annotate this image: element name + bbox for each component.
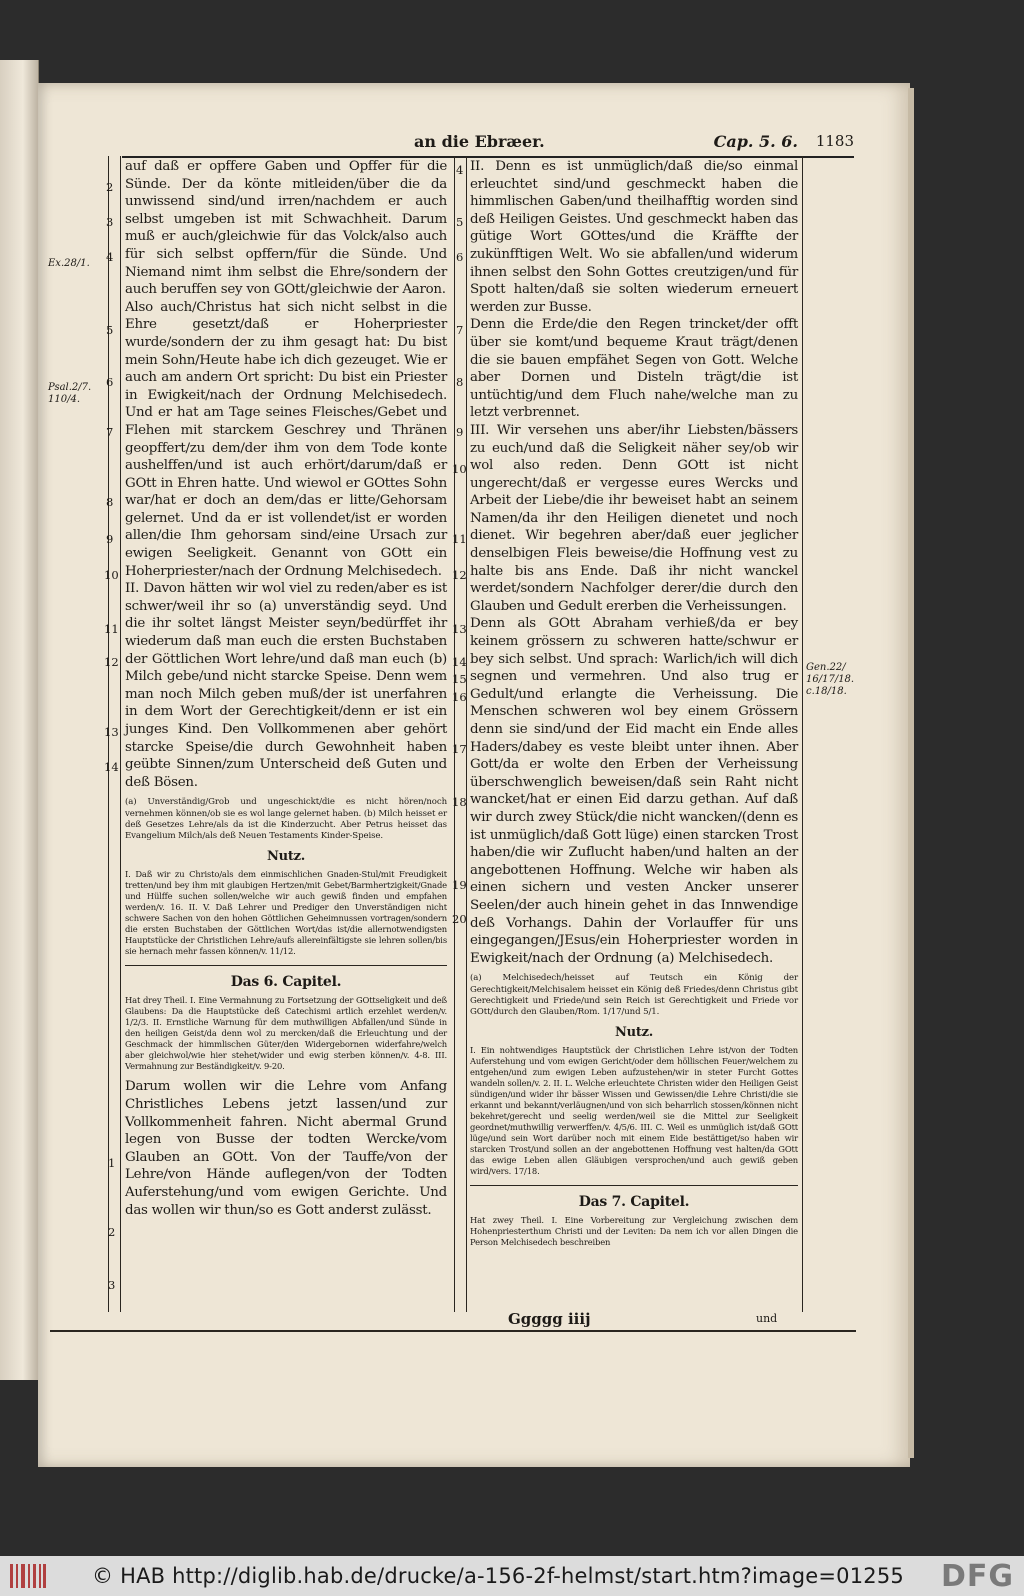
margin-ref-right-1: Gen.22/ 16/17/18. c.18/18. — [806, 662, 855, 697]
margin-ref-left-2: Psal.2/7. 110/4. — [48, 382, 92, 405]
verse-number: 5 — [456, 215, 464, 229]
chapter-reference: Cap. 5. 6. — [713, 132, 798, 151]
printer-signature: Ggggg iiij — [508, 1310, 591, 1328]
verse-number: 10 — [104, 568, 119, 582]
commentary-box — [125, 797, 447, 965]
footer-bar — [0, 1556, 1024, 1596]
verse-number: 3 — [106, 215, 114, 229]
scripture-text: Also auch/Christus hat sich nicht selbst in die Ehre gesetzt/daß er Hoherpriester wurde/sondern der zu ihm gesagt hat: Du bist mein Sohn/Heute habe ich dich gezeuget. Wie er auch am andern Ort spricht: Du bist ein Priester in Ewigkeit/nach der Ordnung Melchisedech. Und er hat am Tage seines Fleisches/Gebet und Flehen mit starckem Geschrey und Thränen geopffert/zu dem/der ihm von dem Tode konte aushelffen/und ist auch erhört/darum/daß er GOtt in Ehren hatte. Und wiewol er GOttes Sohn war/hat er doch an dem/das er litte/Gehorsam gelernet. Und da er ist vollendet/ist er worden allen/die Ihm gehorsam sind/eine Ursach zur ewigen Seeligkeit. Genannt von GOtt ein Hoherpriester/nach der Ordnung Melchisedech. — [125, 299, 447, 579]
verse-number: 2 — [106, 180, 114, 194]
verse-number: 6 — [456, 250, 464, 264]
verse-number: 8 — [456, 375, 464, 389]
commentary-box — [470, 973, 798, 1185]
running-head: an die Ebræer. — [414, 132, 545, 151]
left-page-edge — [0, 60, 39, 1380]
verse-number: 15 — [452, 672, 467, 686]
verse-number: 1 — [108, 1156, 116, 1170]
catchword: und — [756, 1312, 778, 1325]
scripture-text: auf daß er opffere Gaben und Opffer für die Sünde. Der da könte mitleiden/über die da unwissend sind/und irren/nachdem er auch selbst umgeben ist mit Schwachheit. Darum muß er auch/gleichwie für das Volck/also auch für sich selbst opffern/für die Sünde. Und Niemand nimt ihm selbst die Ehre/sondern der auch beruffen sey von GOtt/gleichwie der Aaron. — [125, 159, 447, 298]
verse-number: 12 — [104, 655, 119, 669]
verse-number: 2 — [108, 1225, 116, 1239]
scripture-text: II. Denn es ist unmüglich/daß die/so einmal erleuchtet sind/und geschmeckt haben die himmlischen Gaben/und theilhafftig worden sind deß Heiligen Geistes. Und geschmeckt haben das gütige Wort GOttes/und die Kräffte der zukünfftigen Welt. Wo sie abfallen/und widerum ihnen selbst den Sohn Gottes creutzigen/und für Spott halten/daß sie solten wiederum erneuert werden zur Busse. — [470, 159, 798, 315]
nutz-text: I. Ein nohtwendiges Hauptstück der Christlichen Lehre ist/von der Todten Auferstehung und vom ewigen Gericht/oder dem höllischen Feuer/welchem zu entgehen/und zum ewigen Leben aufzustehen/wir in steter Furcht Gottes wandeln sollen/v. 2. II. L. Welche erleuchtete Christen wider den Heiligen Geist sündigen/und wider ihr bässer Wissen und Gewissen/die Lehre Christi/die sie erkannt und bekannt/verläugnen/und von sich beharrlich stossen/können nicht bekehret/gerecht und seelig werden/weil sie die Mittel zur Seeligkeit geordnet/muthwillig verwerffen/v. 4/5/6. III. C. Weil es unmüglich ist/daß GOtt lüge/und sein Wort darüber noch mit einem Eide bestättiget/so haben wir starcken Trost/und sollen an der angebottenen Hoffnung vest halten/da GOtt das ewige Leben allen Gläubigen versprochen/und auch gewiß geben wird/vers. 17/18. — [470, 1044, 798, 1176]
verse-number: 7 — [456, 323, 464, 337]
nutz-text: I. Daß wir zu Christo/als dem einmischlichen Gnaden-Stul/mit Freudigkeit tretten/und bey ihm mit glaubigen Hertzen/mit Gebet/Barmhertzigkeit/Gnade und Hülffe suchen sollen/welche wir auch gewiß finden und empfahen werden/v. 16. II. V. Daß Lehrer und Prediger den Unverständigen nicht schwere Sachen von den hohen Göttlichen Geheimnussen vortragen/sondern die ersten Buchstaben der Göttlichen Wort/das ist/die allernotwendigsten Hauptstücke der Christlichen Lehre/aufs allereinfältigste sie lehren sollen/bis sie hernach mehr fassen können/v. 11/12. — [125, 868, 447, 956]
bottom-rule — [50, 1330, 856, 1332]
column-rule-left-inner — [120, 156, 121, 1312]
page-header — [122, 132, 854, 158]
scripture-text: II. Davon hätten wir wol viel zu reden/aber es ist schwer/weil ihr so (a) unverständig seyd. Und die ihr soltet längst Meister seyn/bedürffet ihr wiederum daß man euch die ersten Buchstaben der Göttlichen Wort lehre/und daß man euch (b) Milch gebe/und nicht starcke Speise. Denn wem man noch Milch geben muß/der ist unerfahren in dem Wort der Gerechtigkeit/denn er ist ein junges Kind. Den Vollkommenen aber gehört starcke Speise/die durch Gewohnheit haben geübte Sinnen/zum Unterscheid deß Guten und deß Bösen. — [125, 581, 447, 790]
nutz-heading: Nutz. — [267, 849, 305, 865]
verse-number: 5 — [106, 323, 114, 337]
verse-number: 6 — [106, 375, 114, 389]
verse-number: 11 — [104, 622, 119, 636]
verse-number: 3 — [108, 1278, 116, 1292]
verse-number: 16 — [452, 690, 467, 704]
verse-number: 13 — [452, 622, 467, 636]
barcode-logo-icon — [8, 1562, 48, 1590]
footnotes: (a) Unverständig/Grob und ungeschickt/die es nicht hören/noch vernehmen können/ob sie es wol lange gelernet haben. (b) Milch heisset er deß Gesetzes Lehre/als da ist die Kinderzucht. Aber Petrus heisset das Evangelium Milch/als deß Neuen Testaments Kinder-Speise. — [125, 797, 447, 841]
verse-number: 7 — [106, 425, 114, 439]
scripture-text: Denn die Erde/die den Regen trincket/der offt über sie komt/und bequeme Kraut trägt/denen die sie bauen empfähet Segen von Gott. Welche aber Dornen und Disteln trägt/die ist untüchtig/und dem Fluch nahe/welche man zu letzt verbrennet. — [470, 317, 798, 421]
chapter-title: Das 6. Capitel. — [230, 973, 342, 990]
chapter-title: Das 7. Capitel. — [578, 1193, 690, 1210]
verse-number: 4 — [106, 250, 114, 264]
verse-number: 19 — [452, 878, 467, 892]
page-number: 1183 — [815, 132, 854, 150]
verse-number: 9 — [456, 425, 464, 439]
verse-number: 4 — [456, 163, 464, 177]
dfg-logo: DFG — [940, 1559, 1014, 1594]
verse-number: 17 — [452, 742, 467, 756]
verse-number: 18 — [452, 795, 467, 809]
chapter-summary: Hat zwey Theil. I. Eine Vorbereitung zur Vergleichung zwischen dem Hohenpriesterthum Christi und der Leviten: Da nem ich vor allen Dingen die Person Melchisedech beschreiben — [470, 1215, 798, 1248]
right-column — [470, 158, 798, 1248]
verse-number: 14 — [452, 655, 467, 669]
verse-number: 20 — [452, 912, 467, 926]
column-rule-center-inner — [466, 156, 467, 1312]
chapter-summary: Hat drey Theil. I. Eine Vermahnung zu Fortsetzung der GOttseligkeit und deß Glaubens: Da die Hauptstücke deß Catechismi artlich erzehlet werden/v. 1/2/3. II. Ernstliche Warnung für dem muthwilligen Abfallen/und Sünde in den heiligen Geist/da denn wol zu mercken/daß die Erleuchtung und der Geschmack der himmlischen Güter/den Widergebornen widerfahre/welch aber gleichwol/wie hier stehet/wider und ewig sterben können/v. 4-8. III. Vermahnung zur Beständigkeit/v. 9-20. — [125, 995, 447, 1072]
footer-copyright-link[interactable]: © HAB http://diglib.hab.de/drucke/a-156-2f-helmst/start.htm?image=01255 — [92, 1564, 904, 1588]
verse-number: 9 — [106, 532, 114, 546]
verse-number: 12 — [452, 568, 467, 582]
verse-number: 10 — [452, 462, 467, 476]
verse-number: 13 — [104, 725, 119, 739]
column-rule-right — [802, 156, 803, 1312]
column-rule-center — [454, 156, 455, 1312]
left-column — [125, 158, 447, 1219]
margin-ref-left-1: Ex.28/1. — [48, 258, 90, 269]
scripture-text: Darum wollen wir die Lehre vom Anfang Christliches Lebens jetzt lassen/und zur Vollkommenheit fahren. Nicht abermal Grund legen von Busse der todten Wercke/vom Glauben an GOtt. Von der Tauffe/von der Lehre/von Hände auflegen/von der Todten Auferstehung/und vom ewigen Gerichte. Und das wollen wir thun/so es Gott anderst zulässt. — [125, 1079, 447, 1218]
footnotes: (a) Melchisedech/heisset auf Teutsch ein König der Gerechtigkeit/Melchisalem heisset ein König deß Friedes/denn Christus gibt Gerechtigkeit und Friede/und sein Reich ist Gerechtigkeit und Friede vor GOtt/durch den Glauben/Rom. 1/17/und 5/1. — [470, 973, 798, 1017]
verse-number: 11 — [452, 532, 467, 546]
page-edge — [908, 88, 914, 1458]
scripture-text: Denn als GOtt Abraham verhieß/da er bey keinem grössern zu schweren hatte/schwur er bey sich selbst. Und sprach: Warlich/ich will dich segnen und vermehren. Und also trug er Gedult/und erlangte die Verheissung. Die Menschen schweren wol bey einem Grössern denn sie sind/und der Eid macht ein Ende alles Haders/dabey es veste bleibt unter ihnen. Aber Gott/da er wolte den Erben der Verheissung überschwenglich beweisen/daß sein Raht nicht wancket/hat er einen Eid darzu gethan. Auf daß wir durch zwey Stück/die nicht wancken/(denn es ist unmüglich/daß Gott lüge) einen starcken Trost haben/die wir Zuflucht haben/und halten an der angebottenen Hoffnung. Welche wir haben als einen sichern und vesten Ancker unserer Seelen/der auch hinein gehet in das Innwendige deß Vorhangs. Dahin der Vorlauffer für uns eingegangen/JEsus/ein Hoherpriester worden in Ewigkeit/nach der Ordnung (a) Melchisedech. — [470, 616, 798, 966]
nutz-heading: Nutz. — [615, 1025, 653, 1041]
verse-number: 14 — [104, 760, 119, 774]
verse-number: 8 — [106, 495, 114, 509]
scripture-text: III. Wir versehen uns aber/ihr Liebsten/bässers zu euch/und daß die Seligkeit näher sey/ob wir wol also reden. Denn GOtt ist nicht ungerecht/daß er vergesse eures Wercks und Arbeit der Liebe/die ihr beweiset habt an seinem Namen/da ihr den Heiligen dienetet und noch dienet. Wir begehren aber/daß euer jeglicher denselbigen Fleis beweise/die Hoffnung vest zu halte bis ans Ende. Daß ihr nicht wanckel werdet/sondern Nachfolger derer/die durch den Glauben und Gedult ererben die Verheissungen. — [470, 422, 798, 614]
